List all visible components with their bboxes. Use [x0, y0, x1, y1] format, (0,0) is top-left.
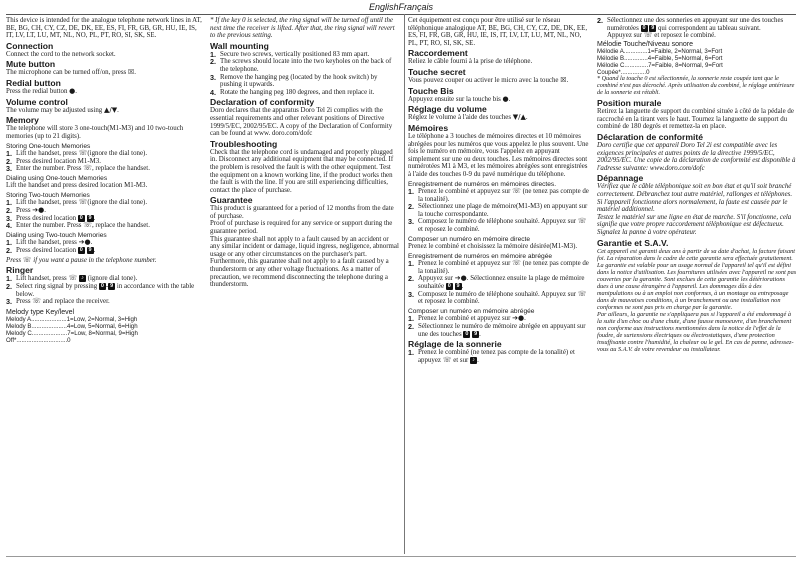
handset-icon: ☏	[512, 259, 521, 268]
sub-heading: Enregistrement de numéros en mémoire abrégée	[408, 252, 553, 260]
body-text: Appuyez ensuite sur la touche bis ●.	[408, 94, 511, 103]
redial-icon: ●	[502, 94, 509, 103]
section-heading: Declaration of conformity	[210, 97, 315, 108]
list-item: 3. Press desired location 0 9 .	[6, 213, 96, 223]
section-heading: Redial button	[6, 78, 61, 89]
intro-text: This device is intended for the analogue telephone network lines in AT, BE, BG, CH, CY, CZ, DE, DK, EE, ES, FI, FR, GB, GR, HU, IE, IS, IT, LV, LT, LU, MT, NL, NO, PL, PT, RO, SI, SK, SE.	[6, 17, 202, 40]
list-item: 1. Lift the handset, press ☏(ignore the dial tone).	[6, 148, 148, 158]
section-heading: Volume control	[6, 96, 68, 107]
key-9-icon: 9	[110, 283, 114, 290]
steps-list	[6, 239, 202, 254]
store-arrow-icon: ➔●	[512, 314, 525, 323]
volume-icon: ▲/▼	[104, 105, 118, 114]
list-item: 2. Press ➔●.	[6, 206, 47, 215]
steps-list	[6, 199, 202, 230]
sub-heading: Storing One-touch Memories	[6, 142, 91, 150]
body-text: This product is guaranteed for a period of 12 months from the date of purchase.	[210, 205, 394, 220]
list-item: 2. Press desired location 0 9 .	[6, 246, 96, 256]
store-arrow-icon: ➔●	[78, 238, 91, 247]
section-heading: Troubleshooting	[210, 138, 278, 149]
handset-icon: ☏	[32, 297, 42, 306]
body-text: Lift the handset and press desired location M1-M3.	[6, 182, 148, 190]
list-item: 1. Prenez le combiné et appuyez sur ➔●.	[408, 314, 526, 324]
section-heading: Déclaration de conformité	[597, 131, 704, 142]
body-text: Vous pouvez couper ou activer le micro avec la touche ☒.	[408, 75, 569, 85]
handset-icon: ☏	[577, 289, 587, 298]
table-row: Mélodie A..............1=Faible, 2=Normal, 3=Fort	[597, 47, 723, 55]
key-0-icon: 0	[447, 283, 451, 290]
list-item: 1. Lift the handset, press ☏(ignore the dial tone).	[6, 198, 148, 208]
table-row: Melody A.....................1=Low, 2=Normal, 3=High	[6, 315, 138, 323]
key-0-icon: 0	[100, 283, 104, 290]
key-9-icon: 9	[474, 330, 478, 337]
body-text: The microphone can be turned off/on, press ☒.	[6, 68, 136, 77]
body-text: Connect the cord to the network socket.	[6, 50, 116, 58]
pause-note: Press ☏ if you want a pause in the telephone number.	[6, 255, 157, 264]
table-header: Mélodie Touche/Niveau sonore	[597, 40, 693, 48]
list-item: 3. Remove the hanging peg (located by the hook switch) by pushing it upwards.	[210, 72, 378, 89]
list-item: 3. Press ☏ and replace the receiver.	[6, 297, 110, 307]
steps-list	[210, 51, 400, 97]
list-item: 2. Select ring signal by pressing 0 - 9 in accordance with the table below.	[6, 282, 195, 298]
list-item: 3. Enter the number. Press ☏, replace the handset.	[6, 164, 150, 174]
column-fr-right	[597, 17, 797, 353]
table-row: Off*..............................0	[6, 336, 71, 344]
section-heading: Position murale	[597, 98, 662, 109]
ringer-key-icon: ♪	[79, 275, 86, 282]
handset-icon: ☏	[22, 255, 32, 264]
section-heading: Réglage de la sonnerie	[408, 339, 502, 350]
list-item: 2. Sélectionnez une des sonneries en appuyant sur une des touches numérotées 0 9 qui correspondent au tableau suivant. Appuyez sur ☏ et reposez le combiné.	[597, 16, 784, 40]
section-heading: Garantie et S.A.V.	[597, 237, 669, 248]
steps-list	[6, 275, 202, 306]
store-arrow-icon: ➔●	[32, 206, 45, 214]
section-heading: Dépannage	[597, 173, 644, 184]
list-item: 4. Enter the number. Press ☏, replace the handset.	[6, 221, 150, 231]
table-row: Mélodie C..............7=Faible, 8=Normal, 9=Fort	[597, 61, 723, 69]
handset-icon: ☏	[83, 164, 92, 173]
list-item: 1. Prenez le combiné et appuyez sur ☏ (ne tenez pas compte de la tonalité).	[408, 186, 589, 203]
body-text: Testez le matériel sur une ligne en état de marche. S'il fonctionne, cela signifie que votre propre raccordement téléphonique est défectueux. Signalez la panne à votre opérateur.	[597, 213, 792, 236]
key-0-icon: 0	[642, 24, 646, 31]
body-text: The telephone will store 3 one-touch(M1-M3) and 10 two-touch memories (up to 21 digits).	[6, 125, 184, 140]
list-item: 1. Prenez le combiné (ne tenez pas compte de la tonalité) et appuyez ☏ et sur ♪ .	[408, 348, 575, 364]
handset-icon: ☏	[78, 148, 88, 157]
table-header: Melody type Key/level	[6, 309, 75, 317]
body-text: Reliez le câble fourni à la prise de téléphone.	[408, 58, 533, 66]
steps-list	[408, 349, 590, 364]
table-row: Melody C.....................7=Low, 8=Normal, 9=High	[6, 329, 138, 337]
list-item: 2. Appuyez sur ➔●. Sélectionnez ensuite la plage de mémoire souhaitée 0 9 .	[408, 274, 585, 291]
list-item: 1. Lift handset, press ☏ ♪ (ignore dial tone).	[6, 274, 138, 284]
section-heading: Ringer	[6, 265, 34, 276]
section-heading: Memory	[6, 115, 39, 126]
table-row: Coupée*...............0	[597, 68, 650, 76]
body-text: Check that the telephone cord is undamaged and properly plugged in. Disconnect any additional equipment that may be connected. If the problem is resolved the fault is with the other equipment. Test the equipment on a known working line, if the product works then the fault is with the line. If you are still experiencing difficulties, contact the place of purchase.	[210, 148, 394, 194]
intro-text: Cet équipement est conçu pour être utilisé sur le réseau téléphonique analogique AT, BE, BG, CH, CY, CZ, DE, DK, EE, ES, FI, FR, GB, GR, HU, IE, IS, IT, LV, LT, LU, MT, NL, NO, PL, PT, RO, SI, SK, SE.	[408, 17, 588, 47]
section-heading: Raccordement	[408, 48, 468, 59]
section-heading: Touche Bis	[408, 85, 454, 96]
section-heading: Réglage du volume	[408, 104, 487, 115]
sub-heading: Dialing using One-touch Memories	[6, 174, 108, 182]
page-header: EnglishFrançais	[368, 2, 434, 12]
melody-table	[6, 310, 202, 345]
body-text: Doro declares that the apparatus Doro Tel 2i complies with the essential requirements and other relevant positions of Directive 1999/5/EC, 2002/95/EC. A copy of the Declaration of Conformity can be found at www. doro.com/dofc	[210, 107, 393, 138]
body-text: Proof of purchase is required for any service or support during the guarantee period.	[210, 220, 393, 236]
list-item: 1. Secure two screws, vertically positioned 83 mm apart.	[210, 49, 370, 59]
steps-list	[408, 188, 590, 234]
sub-heading: Composer un numéro en mémoire abrégée	[408, 307, 535, 315]
mute-icon: ☒	[127, 68, 135, 77]
steps-list	[408, 260, 590, 306]
handset-icon: ☏	[643, 31, 653, 40]
list-item: 1. Prenez le combiné et appuyez sur ☏ (ne tenez pas compte de la tonalité).	[408, 259, 589, 275]
sub-heading: Dialing using Two-touch Memories	[6, 232, 107, 240]
section-heading: Touche secret	[408, 66, 466, 77]
list-item: 2. Sélectionnez le numéro de mémoire abrégée en appuyant sur une des touches 0 9 .	[408, 322, 586, 338]
section-heading: Guarantee	[210, 195, 253, 206]
key-0-icon: 0	[79, 247, 83, 254]
body-text: Doro certifie que cet appareil Doro Tel 2i est compatible avec les exigences principales et autres points de la directive 1999/5/EC, 2002/95/EC. Une copie de la déclaration de conformité est disponible à l'adresse suivante: www.doro.com/dofc	[597, 141, 796, 172]
body-text: This guarantee shall not apply to a fault caused by an accident or any similar incident or damage, liquid ingress, negligence, abnormal usage or any other circumstances on the purchaser's part. Furthermore, this guarantee shall not apply to a fault caused by a thunderstorm or any other voltage fluctuations. As a matter of precaution, we recommend disconnecting the telephone during a thunderstorm.	[210, 235, 399, 289]
body-text: Vérifiez que le câble téléphonique soit en bon état et qu'il soit branché correctement. Débranchez tout autre matériel, rallonges et téléphones. Si l'appareil fonctionne alors normalement, la faute est causée par le matériel additionnel.	[597, 183, 793, 214]
list-item: 1. Lift the handset, press ➔●.	[6, 238, 93, 248]
key-9-icon: 9	[651, 24, 655, 31]
ringer-key-icon: ♪	[470, 357, 477, 364]
section-heading: Connection	[6, 40, 54, 51]
list-item: 3. Composez le numéro de téléphone souhaité. Appuyez sur ☏ et reposez le combiné.	[408, 289, 587, 306]
section-heading: Mute button	[6, 59, 56, 70]
header-rule	[6, 14, 796, 15]
handset-icon: ☏	[78, 198, 88, 207]
key-9-icon: 9	[88, 214, 92, 221]
body-text: Le téléphone a 3 touches de mémoires directes et 10 mémoires abrégées pour les numéros que vous appelez le plus souvent. Une fois le numéro en mémoire, vous l'appelez en appuyant simplement sur une ou deux touches. Les mémoires directes sont numérotées M1 à M3, et les mémoires abrégées sont enregistrées à l'aide des touches 0-9 du pavé numérique du téléphone.	[408, 132, 589, 178]
body-text: Réglez le volume à l'aide des touches ▼/▲.	[408, 113, 528, 122]
steps-list	[408, 315, 590, 338]
column-fr-left	[408, 17, 590, 365]
handset-icon: ☏	[68, 274, 78, 283]
table-row: Melody B.....................4=Low, 5=Normal, 6=High	[6, 322, 138, 330]
center-divider	[404, 14, 405, 554]
store-arrow-icon: ➔●	[454, 274, 467, 283]
redial-icon: ●	[69, 87, 76, 96]
key-0-icon: 0	[465, 330, 469, 337]
list-item: 2. Press desired location M1-M3.	[6, 156, 101, 166]
body-text: The volume may be adjusted using ▲/▼.	[6, 105, 119, 114]
list-item: 2. Sélectionnez une plage de mémoire(M1-M3) en appuyant sur la touche correspondante.	[408, 202, 588, 218]
handset-icon: ☏	[442, 355, 452, 364]
body-text: Par ailleurs, la garantie ne s'appliquera pas si l'appareil a été endommagé à la suite d'un choc ou d'une chute, d'une fausse manoeuvre, d'un branchement non conforme aux instructions mentionnées dans la notice de l'effet de la foudre, de surtensions électriques ou électrostatiques, d'une protection insuffisante contre l'humidité, la chaleur ou le gel. En cas de panne, adressez-vous au S.A.V. de votre revendeur ou installateur.	[597, 310, 794, 353]
column-en-right	[210, 17, 400, 289]
handset-icon: ☏	[512, 186, 521, 195]
list-item: 2. The screws should locate into the two keyholes on the back of the telephone.	[210, 57, 392, 73]
ringer-note: * If the key 0 is selected, the ring signal will be turned off until the next time the receiver is lifted. After that, the ring signal will revert to the previous setting.	[210, 17, 395, 40]
footer-rule	[6, 556, 796, 557]
ringer-note: * Quand la touche 0 est sélectionnée, la sonnerie reste coupée tant que le combiné n'est pas décroché. Après utilisation du combiné, le réglage antérieure de la sonnerie est rétabli.	[597, 75, 795, 97]
steps-list	[597, 17, 797, 40]
body-text: Press the redial button ●.	[6, 87, 78, 96]
body-text: Cet appareil est garanti deux ans à partir de sa date d'achat, la facture faisant foi. La réparation dans le cadre de cette garantie sera effectuée gratuitement. La garantie est valable pour un usage normal de l'appareil tel qu'il est défini dans la notice d'utilisation. Les fournitures utilisées avec l'appareil ne sont pas couvertes par la garantie. Sont exclues de cette garantie les détériorations dues à une cause étrangère à l'appareil. Les dommages dûs à des manipulations ou à un emploi non conformes, à un montage ou entreposage dans de mauvaises conditions, à un branchement ou une installation non conformes ne sont pas pris en charge par la garantie.	[597, 247, 797, 311]
body-text: Prenez le combiné et choisissez la mémoire désirée(M1-M3).	[408, 243, 578, 251]
section-heading: Mémoires	[408, 122, 449, 133]
key-0-icon: 0	[79, 214, 83, 221]
list-item: 3. Composez le numéro de téléphone souhaité. Appuyez sur ☏ et reposez le combiné.	[408, 217, 587, 234]
sub-heading: Composer un numéro en mémoire directe	[408, 235, 531, 243]
table-row: Mélodie B..............4=Faible, 5=Normal, 6=Fort	[597, 54, 723, 62]
column-en-left	[6, 17, 202, 345]
handset-icon: ☏	[83, 221, 92, 230]
list-item: 4. Rotate the hanging peg 180 degrees, and then replace it.	[210, 87, 375, 97]
key-9-icon: 9	[88, 247, 92, 254]
volume-icon: ▼/▲	[512, 113, 526, 122]
body-text: Retirez la languette de support du combiné située à côté de la pédale de raccroché en la tirant vers le haut. Tournez la languette de support du combiné de 180 degrés et remettez-la en place.	[597, 108, 794, 131]
handset-icon: ☏	[577, 217, 587, 226]
steps-list	[6, 150, 202, 173]
sub-heading: Storing Two-touch Memories	[6, 191, 90, 199]
section-heading: Wall mounting	[210, 40, 269, 51]
melody-table	[597, 42, 797, 77]
sub-heading: Enregistrement de numéros en mémoires directes.	[408, 180, 557, 188]
key-9-icon: 9	[456, 283, 460, 290]
mute-icon: ☒	[560, 75, 567, 84]
